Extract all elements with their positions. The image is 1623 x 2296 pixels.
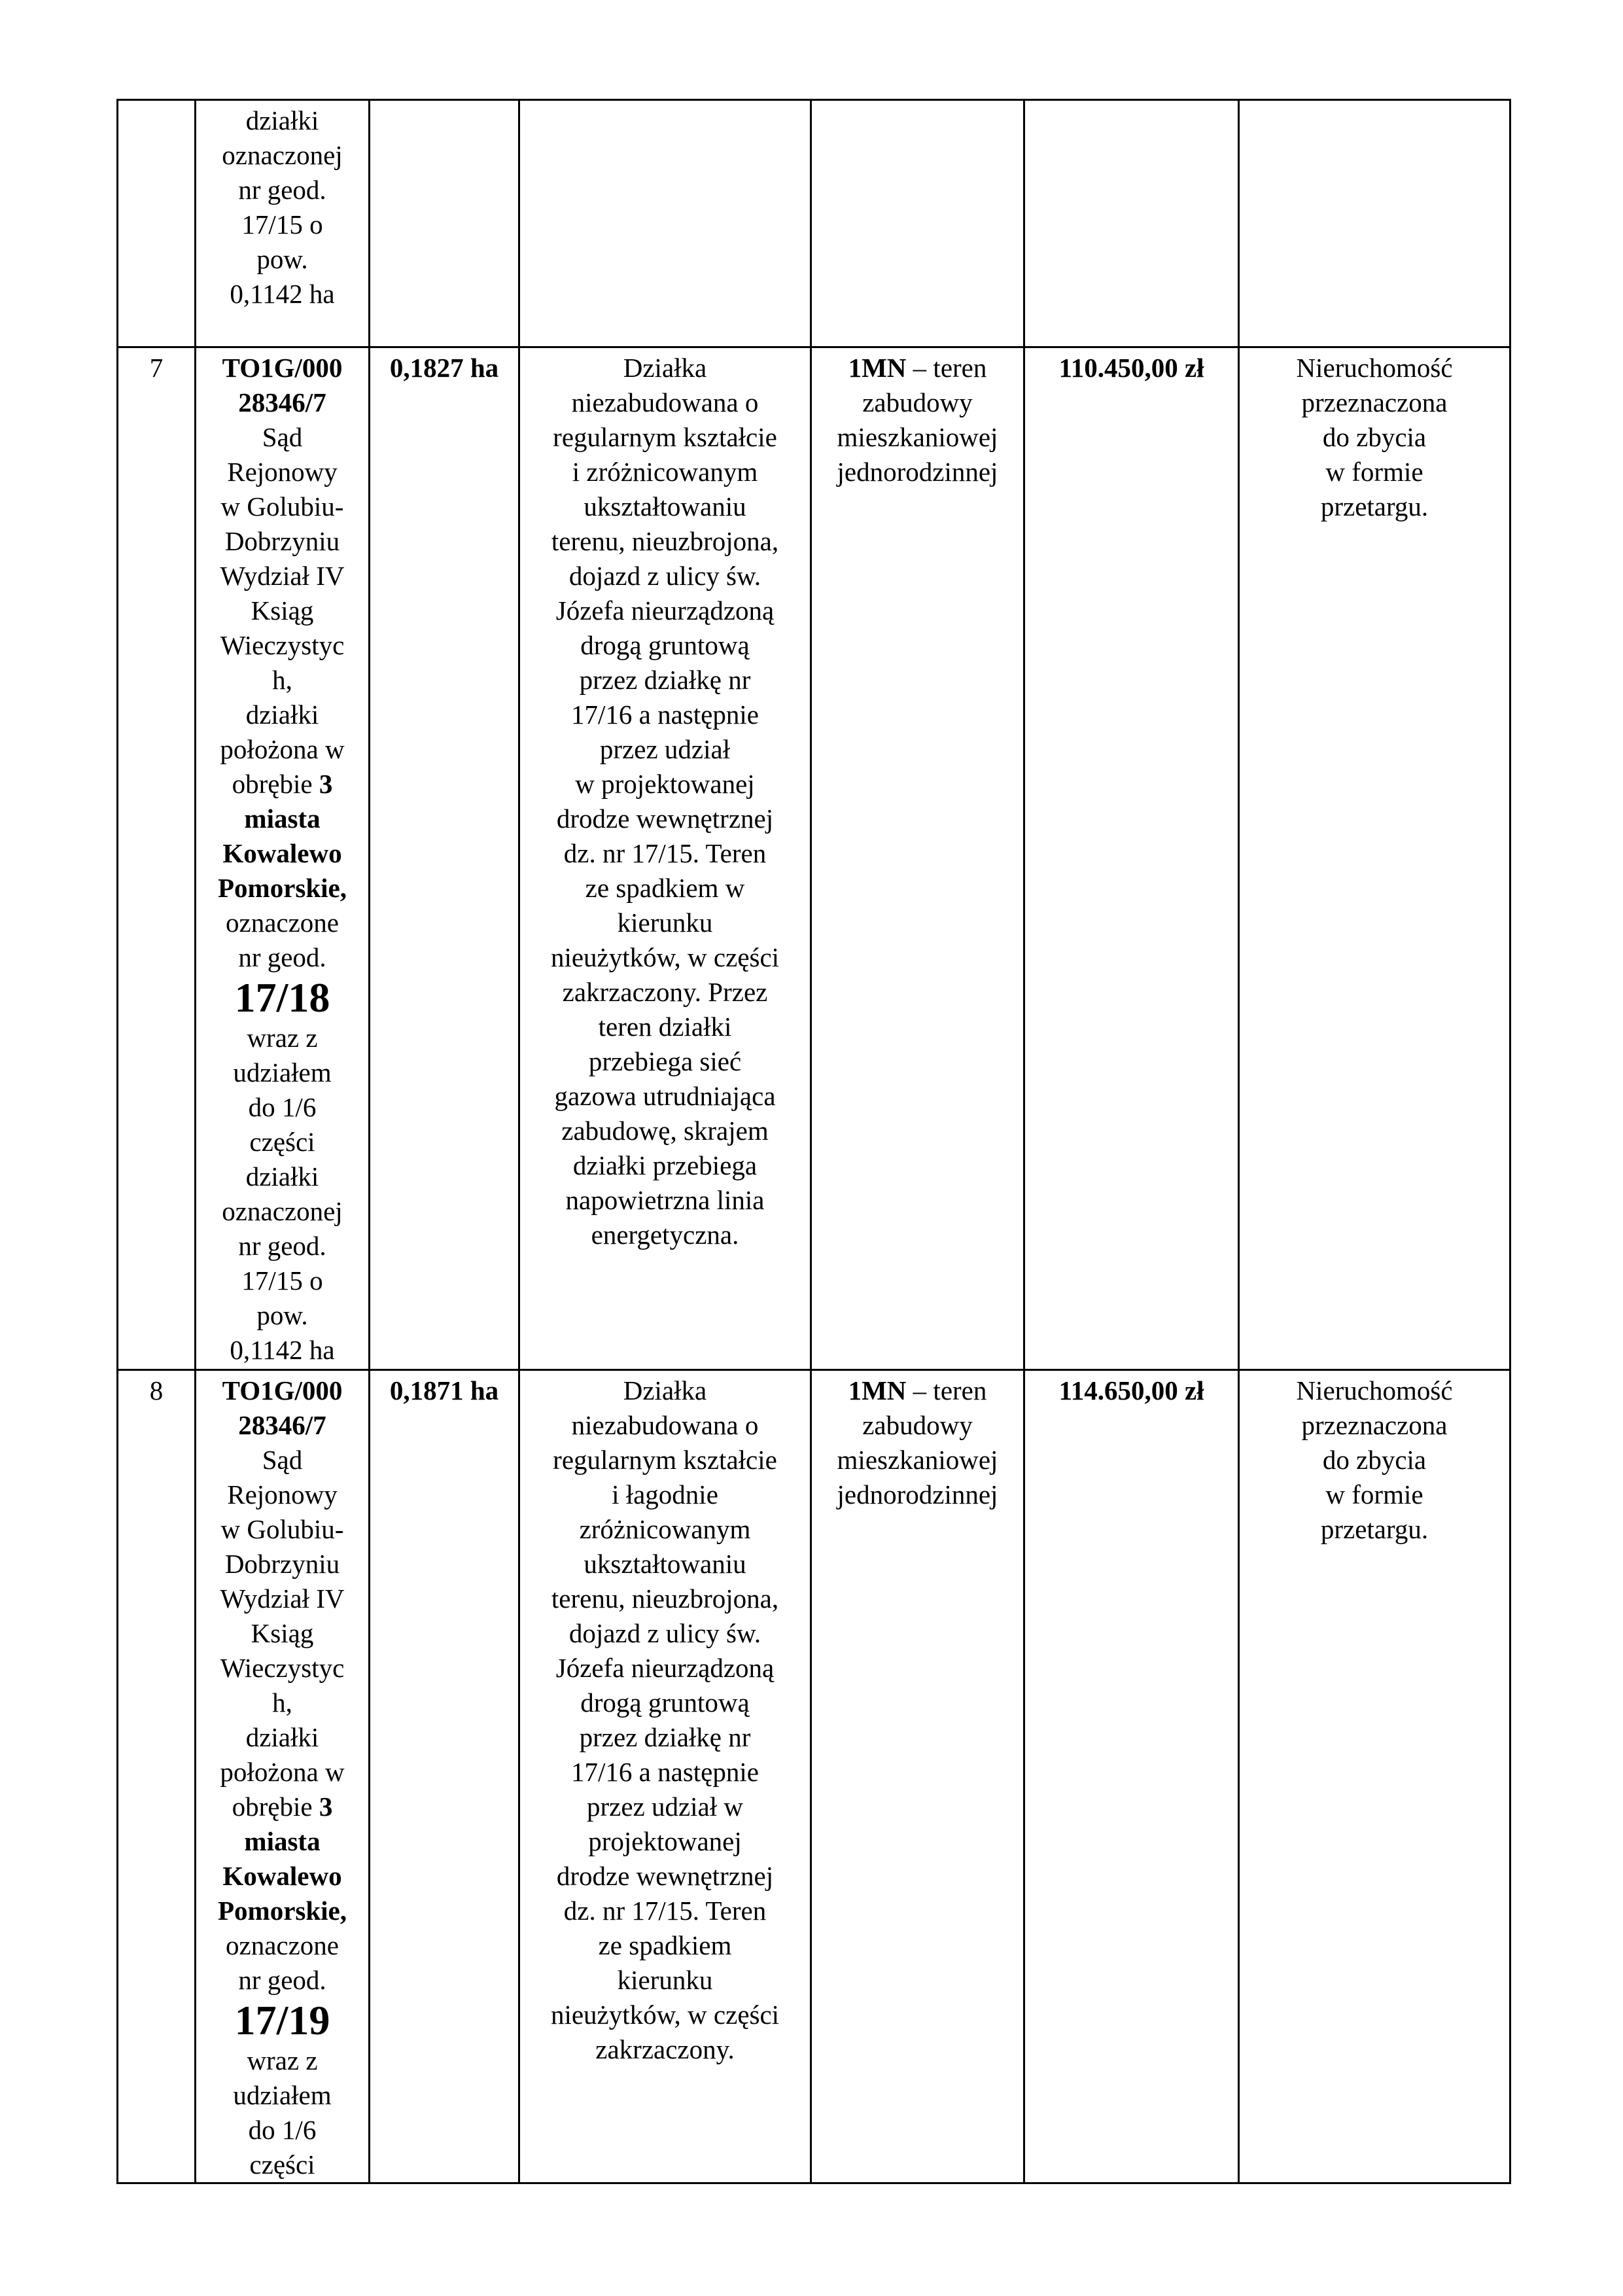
kw-number: TO1G/000 [222,353,343,383]
desc-line: dojazd z ulicy św. [568,561,761,591]
area-cell: 0,1827 ha [370,347,519,1370]
desc-line: gazowa utrudniająca [554,1081,776,1111]
kw-line: Ksiąg [251,1618,314,1648]
kw-line: Rejonowy [227,457,338,487]
desc-line: w projektowanej [575,769,755,799]
desc-line: regularnym kształcie [553,422,777,452]
precinct-label: obrębie [232,769,319,799]
area-cell: 0,1871 ha [370,1370,519,2183]
kw-line: Pomorskie, [218,1896,347,1926]
kw-line: Kowalewo [222,1861,342,1891]
kw-line: części [249,2149,315,2180]
desc-line: Działka [623,353,707,383]
zoning-code: 1MN [848,1375,907,1405]
kw-line: oznaczone [226,1930,339,1960]
table-row [118,347,1510,1370]
kw-line: oznaczone [226,908,339,938]
desc-line: Józefa nieurządzoną [555,1653,775,1683]
kw-line: Dobrzyniu [224,526,340,556]
kw-line: 0,1142 ha [230,279,335,309]
remarks-line: w formie [1325,457,1423,487]
desc-line: przebiega sieć [588,1046,742,1076]
zoning-line: jednorodzinnej [837,1479,998,1510]
desc-line: drodze wewnętrznej [556,804,774,834]
zoning-cell [811,100,1024,347]
desc-line: przez działkę nr [579,665,751,695]
property-table [116,99,1511,2184]
price-cell [1024,100,1239,347]
desc-line: zróżnicowanym [579,1514,751,1544]
area-cell [370,100,519,347]
desc-line: projektowanej [588,1826,742,1856]
desc-line: terenu, nieuzbrojona, [551,1583,779,1614]
kw-line: Wydział IV [220,1583,345,1614]
desc-line: dz. nr 17/15. Teren [563,838,767,868]
desc-line: i zróżnicowanym [572,457,758,487]
kw-line: do 1/6 [248,1092,317,1122]
kw-line: Wieczystyc [220,630,345,660]
precinct-number: 3 [319,769,333,799]
kw-line: 17/15 o [241,209,323,239]
kw-line: h, [272,1687,292,1718]
desc-line: zabudowę, skrajem [561,1116,769,1146]
kw-line: w Golubiu- [220,1514,344,1544]
remarks-cell [1239,1370,1510,2183]
remarks-line: przetargu. [1320,491,1429,521]
description-cell [519,1370,811,2183]
remarks-line: Nieruchomość [1296,1375,1453,1405]
kw-line: działki [245,105,319,135]
table-row [118,100,1510,347]
desc-line: niezabudowana o [571,387,759,417]
lp-cell: 7 [118,347,196,1370]
description-cell [519,100,811,347]
kw-line: miasta [244,1826,321,1856]
desc-line: kierunku [617,908,713,938]
desc-line: przez udział w [586,1792,744,1822]
kw-line: nr geod. [238,1965,326,1995]
desc-line: kierunku [617,1965,713,1995]
remarks-line: przeznaczona [1301,1410,1448,1440]
kw-number: TO1G/000 [222,1375,343,1405]
desc-line: drodze wewnętrznej [556,1861,774,1891]
desc-line: 17/16 a następnie [571,699,759,730]
lp-cell: 8 [118,1370,196,2183]
desc-line: Działka [623,1375,707,1405]
desc-line: teren działki [598,1012,732,1042]
desc-line: drogą gruntową [580,630,750,660]
desc-line: 17/16 a następnie [571,1757,759,1787]
kw-line: udziałem [233,1057,332,1087]
kw-line: pow. [256,244,308,274]
kw-line: w Golubiu- [220,491,344,521]
zoning-code: 1MN [848,353,907,383]
kw-line: działki [245,1161,319,1192]
desc-line: i łagodnie [612,1479,718,1510]
zoning-line: zabudowy [862,387,973,417]
kw-line: Rejonowy [227,1479,338,1510]
parcel-number: 17/19 [234,1997,330,2043]
kw-line: działki [245,1722,319,1752]
desc-line: niezabudowana o [571,1410,759,1440]
remarks-cell [1239,347,1510,1370]
desc-line: napowietrzna linia [565,1185,765,1215]
zoning-text: – teren [906,1375,987,1405]
kw-line [201,1790,363,1824]
desc-line: działki przebiega [572,1150,758,1180]
table-row [118,1370,1510,2183]
price-cell: 110.450,00 zł [1024,347,1239,1370]
kw-line: pow. [256,1300,308,1330]
kw-number: 28346/7 [238,387,326,417]
desc-line: drogą gruntową [580,1687,750,1718]
desc-line: przez udział [599,734,731,764]
desc-line: ukształtowaniu [584,491,746,521]
desc-line: zakrzaczony. [595,2034,735,2064]
lp-cell [118,100,196,347]
remarks-line: w formie [1325,1479,1423,1510]
kw-line: nr geod. [238,1231,326,1261]
kw-line: udziałem [233,2080,332,2110]
zoning-cell [811,347,1024,1370]
desc-line: ze spadkiem w [585,873,745,903]
remarks-line: Nieruchomość [1296,353,1453,383]
kw-line: oznaczonej [222,140,343,170]
remarks-cell [1239,100,1510,347]
desc-line: przez działkę nr [579,1722,751,1752]
kw-line: Ksiąg [251,595,314,626]
kw-line: Pomorskie, [218,873,347,903]
desc-line: dz. nr 17/15. Teren [563,1896,767,1926]
kw-line: działki [245,699,319,730]
kw-line: oznaczonej [222,1196,343,1226]
kw-line: Wieczystyc [220,1653,345,1683]
zoning-line: jednorodzinnej [837,457,998,487]
kw-line [201,767,363,802]
kw-line: do 1/6 [248,2115,317,2145]
zoning-line: mieszkaniowej [837,422,998,452]
desc-line: Józefa nieurządzoną [555,595,775,626]
kw-line: nr geod. [238,942,326,972]
desc-line: ukształtowaniu [584,1549,746,1579]
zoning-text: – teren [906,353,987,383]
zoning-line: zabudowy [862,1410,973,1440]
kw-line: Kowalewo [222,838,342,868]
desc-line: dojazd z ulicy św. [568,1618,761,1648]
desc-line: ze spadkiem [598,1930,732,1960]
remarks-line: przetargu. [1320,1514,1429,1544]
price-cell: 114.650,00 zł [1024,1370,1239,2183]
remarks-line: do zbycia [1322,422,1427,452]
land-register-cell [196,100,370,347]
kw-line: wraz z [247,1023,318,1053]
remarks-line: do zbycia [1322,1445,1427,1475]
kw-line: 17/15 o [241,1265,323,1296]
kw-line: położona w [220,1757,345,1787]
kw-line: Dobrzyniu [224,1549,340,1579]
kw-line: 0,1142 ha [230,1335,335,1365]
kw-line: Sąd [262,422,303,452]
kw-line: wraz z [247,2045,318,2075]
land-register-cell [196,1370,370,2183]
desc-line: zakrzaczony. Przez [562,977,768,1007]
kw-line: części [249,1127,315,1157]
kw-number: 28346/7 [238,1410,326,1440]
desc-line: energetyczna. [591,1220,739,1250]
land-register-cell [196,347,370,1370]
precinct-label: obrębie [232,1792,319,1822]
kw-line: nr geod. [238,175,326,205]
parcel-number: 17/18 [234,974,330,1021]
kw-line: h, [272,665,292,695]
zoning-line [817,351,1018,385]
desc-line: nieużytków, w części [550,2000,780,2030]
kw-line: Wydział IV [220,561,345,591]
desc-line: terenu, nieuzbrojona, [551,526,779,556]
desc-line: regularnym kształcie [553,1445,777,1475]
precinct-number: 3 [319,1792,333,1822]
remarks-line: przeznaczona [1301,387,1448,417]
kw-line: miasta [244,804,321,834]
zoning-line: mieszkaniowej [837,1445,998,1475]
zoning-line [817,1373,1018,1408]
zoning-cell [811,1370,1024,2183]
desc-line: nieużytków, w części [550,942,780,972]
description-cell [519,347,811,1370]
kw-line: położona w [220,734,345,764]
kw-line: Sąd [262,1445,303,1475]
